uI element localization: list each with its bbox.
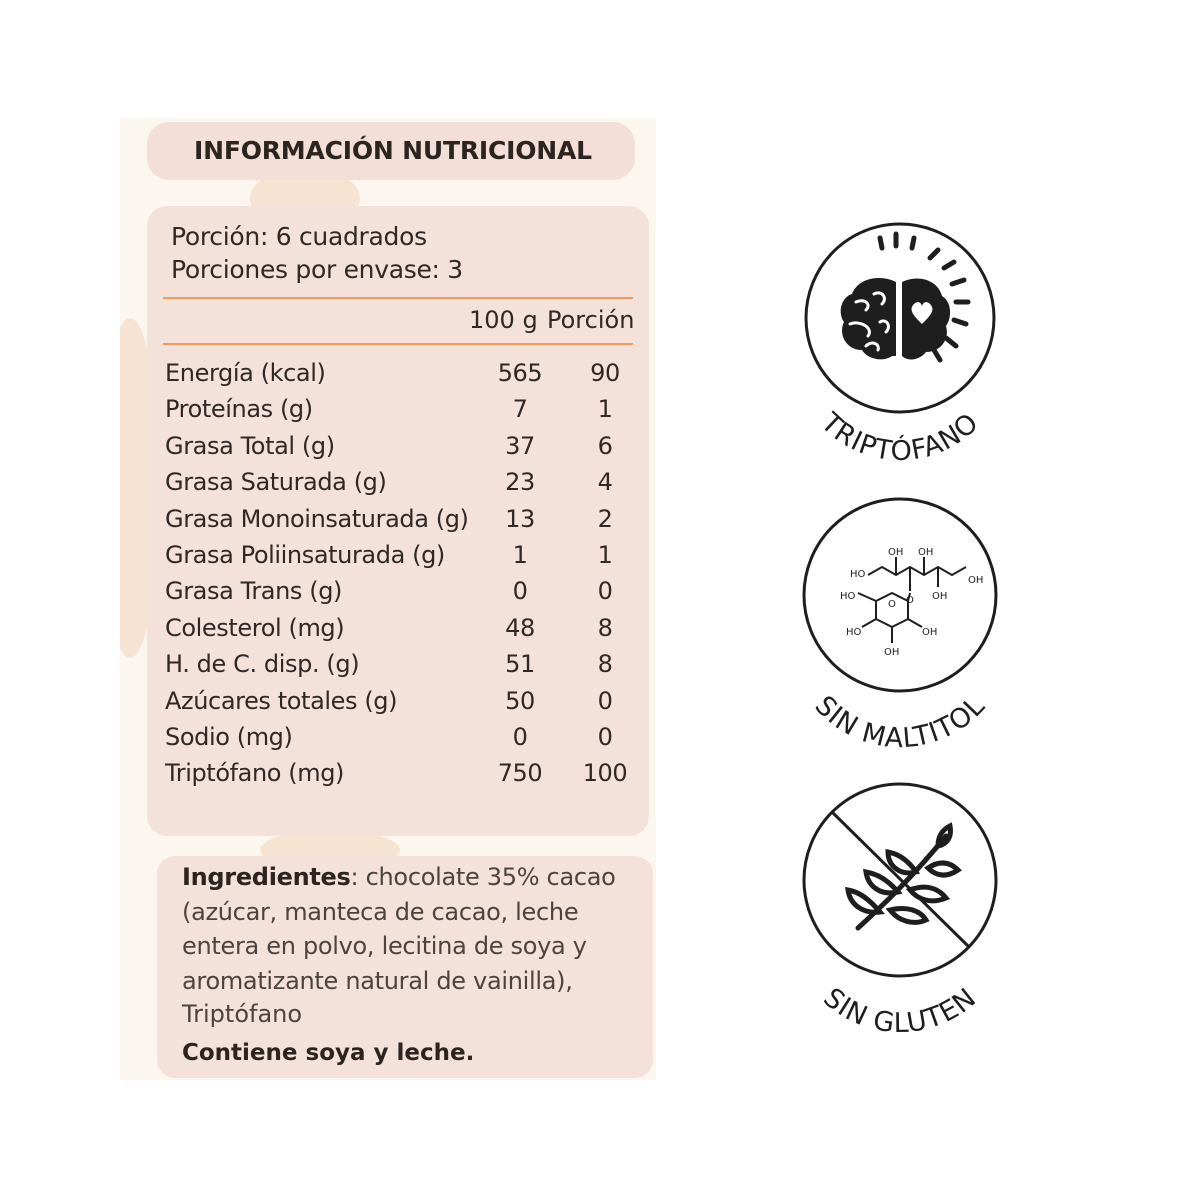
nutrient-row xyxy=(165,614,645,650)
nutrient-row xyxy=(165,759,645,795)
nutrient-row xyxy=(165,468,645,504)
divider-top xyxy=(163,297,633,299)
nutrient-name: Sodio (mg) xyxy=(165,723,293,751)
nutrient-value-100g: 1 xyxy=(512,541,528,569)
serving-size: Porción: 6 cuadrados xyxy=(171,222,427,251)
nutrient-value-100g: 51 xyxy=(505,650,535,679)
nutrient-value-portion: 100 xyxy=(582,759,628,788)
nutrient-name: Triptófano (mg) xyxy=(165,759,345,788)
gluten-free-badge xyxy=(770,780,1030,1040)
molecule-label: HO xyxy=(840,591,856,602)
molecule-icon xyxy=(770,495,1030,755)
molecule-label: OH xyxy=(888,547,904,558)
nutrient-row xyxy=(165,723,645,759)
nutrient-value-100g: 7 xyxy=(512,395,528,424)
no-maltitol-label: SIN MALTITOL xyxy=(808,690,992,755)
nutrient-name: Colesterol (mg) xyxy=(165,613,345,642)
nutrient-value-100g: 37 xyxy=(505,431,535,460)
nutrient-value-portion: 0 xyxy=(597,723,613,751)
nutrient-name: Grasa Poliinsaturada (g) xyxy=(165,541,445,569)
nutrient-name: Grasa Saturada (g) xyxy=(165,468,387,497)
molecule-label: OH xyxy=(968,575,984,586)
nutrient-value-portion: 2 xyxy=(597,504,613,533)
nutrition-facts-panel xyxy=(147,206,649,836)
nutrient-value-portion: 4 xyxy=(597,468,613,497)
svg-text:SIN MALTITOL xyxy=(809,690,992,754)
allergen-statement: Contiene soya y leche. xyxy=(182,1040,475,1066)
nutrient-value-portion: 8 xyxy=(597,650,613,679)
page-title: INFORMACIÓN NUTRICIONAL xyxy=(194,136,592,165)
nutrient-name: Proteínas (g) xyxy=(165,395,313,424)
ingredients-label: Ingredientes xyxy=(182,863,351,891)
gluten-free-label: SIN GLUTEN xyxy=(817,982,983,1040)
molecule-label: HO xyxy=(846,627,862,638)
nutrient-value-portion: 0 xyxy=(597,686,613,715)
nutrient-row xyxy=(165,505,645,541)
nutrient-value-portion: 8 xyxy=(597,613,613,642)
nutrient-name: Energía (kcal) xyxy=(165,359,326,387)
molecule-label: O xyxy=(906,595,914,606)
nutrient-value-100g: 23 xyxy=(505,468,535,497)
molecule-label: OH xyxy=(922,627,938,638)
nutrient-row xyxy=(165,577,645,613)
ingredients-extra: Triptófano xyxy=(182,1000,303,1028)
molecule-label: HO xyxy=(850,569,866,580)
tryptophan-badge xyxy=(770,210,1030,470)
nutrient-value-portion: 1 xyxy=(597,395,613,424)
column-header-100g: 100 g xyxy=(469,306,538,334)
nutrient-value-portion: 0 xyxy=(597,577,613,606)
nutrient-name: Azúcares totales (g) xyxy=(165,686,398,715)
nutrient-name: Grasa Trans (g) xyxy=(165,577,343,606)
ingredients-panel xyxy=(157,856,653,1078)
no-maltitol-badge xyxy=(770,495,1030,755)
nutrient-row xyxy=(165,432,645,468)
nutrient-row xyxy=(165,359,645,395)
nutrient-name: Grasa Monoinsaturada (g) xyxy=(165,504,469,533)
nutrient-row xyxy=(165,541,645,577)
brain-heart-icon xyxy=(770,210,1030,470)
nutrient-value-100g: 48 xyxy=(505,613,535,642)
tryptophan-label: TRIPTÓFANO xyxy=(814,407,986,468)
svg-text:SIN GLUTEN xyxy=(817,982,982,1039)
nutrient-value-100g: 50 xyxy=(505,686,535,715)
molecule-label: OH xyxy=(932,591,948,602)
nutrient-value-100g: 0 xyxy=(512,577,528,606)
ingredients-list: : chocolate 35% cacao (azúcar, manteca de cacao, leche entera en polvo, lecitina de soya y aromatizante natural de vainilla), xyxy=(182,863,616,995)
nutrient-name: Grasa Total (g) xyxy=(165,431,335,460)
nutrient-row xyxy=(165,395,645,431)
nutrient-value-100g: 0 xyxy=(512,723,528,751)
divider-header xyxy=(163,343,633,345)
nutrient-value-100g: 13 xyxy=(505,504,535,533)
molecule-label: O xyxy=(888,599,896,610)
nutrient-value-portion: 1 xyxy=(597,541,613,569)
column-header-portion: Porción xyxy=(547,306,635,334)
title-banner xyxy=(147,122,635,180)
svg-text:TRIPTÓFANO xyxy=(814,407,985,468)
nutrient-row xyxy=(165,650,645,686)
nutrient-name: H. de C. disp. (g) xyxy=(165,650,360,679)
nutrient-value-100g: 565 xyxy=(497,359,543,387)
molecule-label: OH xyxy=(918,547,934,558)
nutrient-value-portion: 6 xyxy=(597,431,613,460)
ingredients-text xyxy=(182,860,644,998)
nutrient-value-portion: 90 xyxy=(590,359,620,387)
nutrient-row xyxy=(165,687,645,723)
servings-per-pack: Porciones por envase: 3 xyxy=(171,255,463,284)
molecule-label: OH xyxy=(884,647,900,658)
nutrient-value-100g: 750 xyxy=(497,759,543,788)
crossed-wheat-icon xyxy=(770,780,1030,1040)
